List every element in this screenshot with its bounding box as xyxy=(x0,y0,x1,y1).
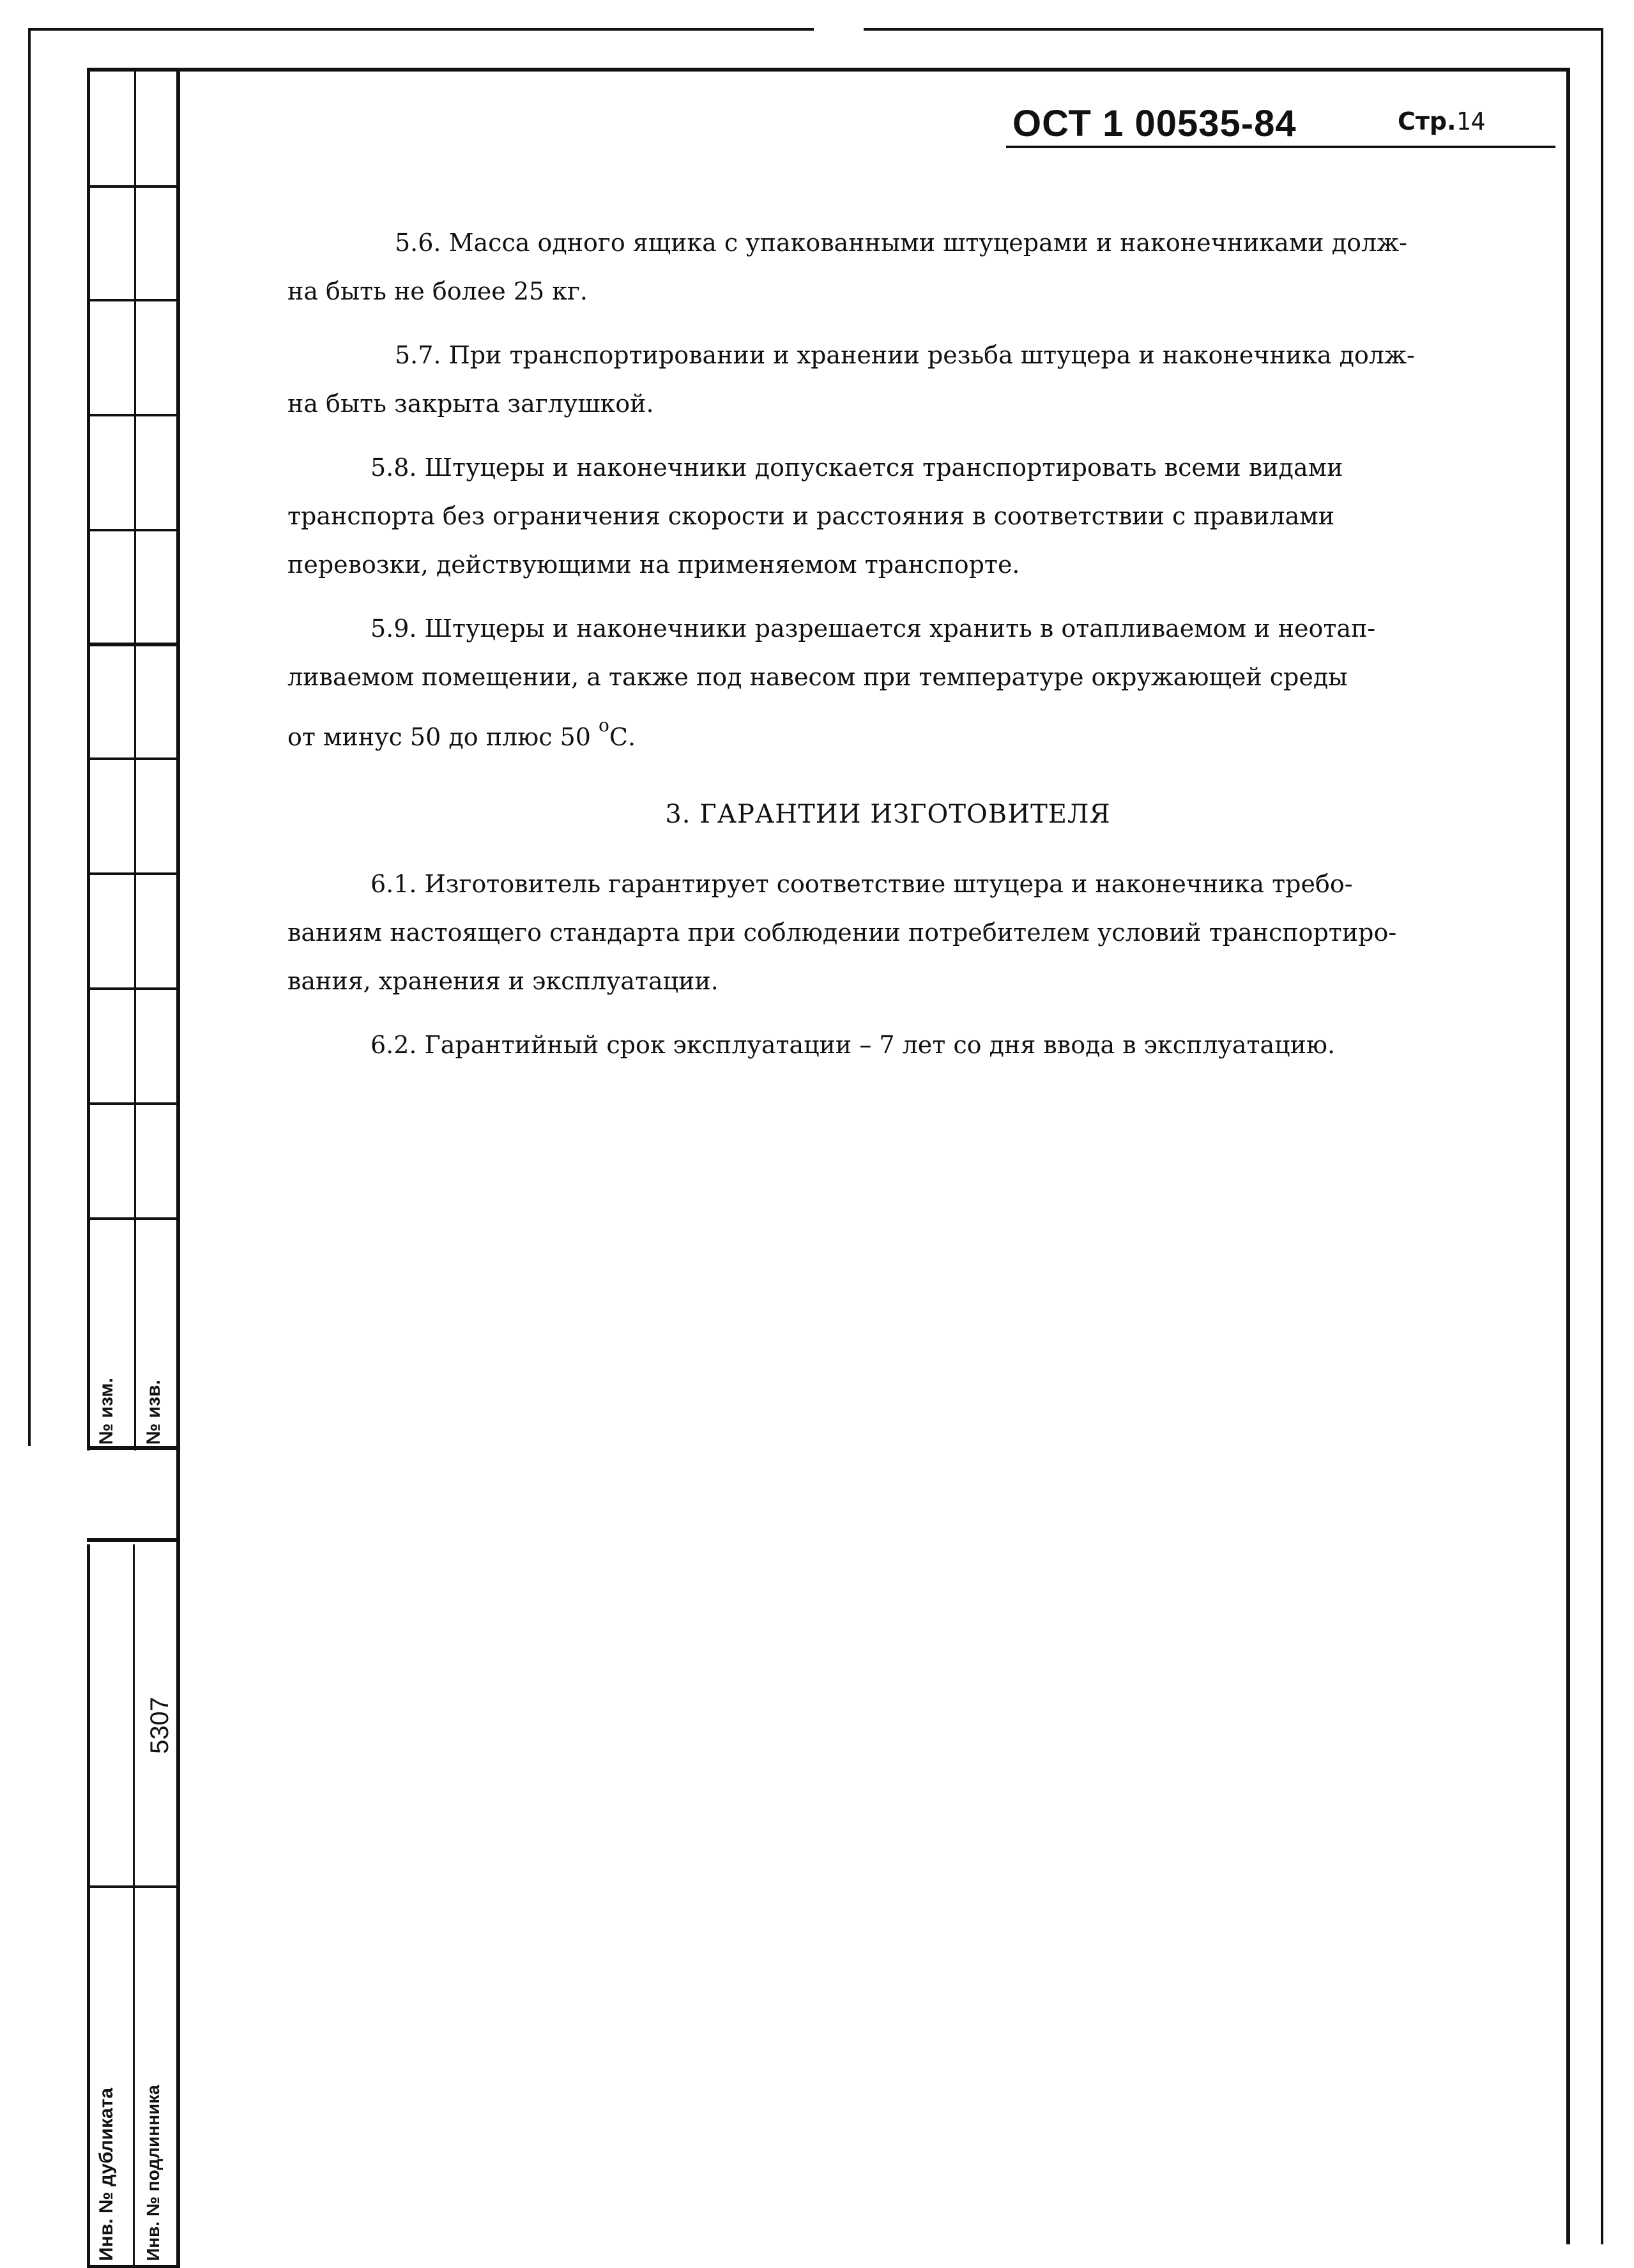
paragraph-5-6: 5.6. Масса одного ящика с упакованными штуцерами и наконечниками долж- на быть не более 25 кг. xyxy=(287,229,1407,305)
sidebar-original-label: Инв. № подлинника xyxy=(143,2085,163,2261)
document-code: ОСТ 1 00535-84 xyxy=(1012,103,1297,144)
sidebar-original-value: 5307 xyxy=(146,1697,174,1754)
content-top xyxy=(88,68,1570,72)
content-right xyxy=(1566,68,1570,2244)
sidebar-divider xyxy=(87,872,180,875)
sidebar-divider xyxy=(87,757,180,760)
sidebar-lower-middle xyxy=(133,1544,135,2266)
paragraph-5-7: 5.7. При транспортировании и хранении резьба штуцера и наконечника долж- на быть закрыта заглушкой. xyxy=(287,341,1415,418)
sidebar-divider xyxy=(87,987,180,990)
sidebar-divider xyxy=(87,643,180,646)
paragraph-5-8: 5.8. Штуцеры и наконечники допускается транспортировать всеми видами транспорта без ограничения скорости и расстояния в соответствии с правилами перевозки, действующими на применяемом транспорте. xyxy=(287,453,1343,579)
sidebar-divider xyxy=(87,185,180,188)
sidebar-divider xyxy=(87,414,180,416)
sidebar-divider xyxy=(87,1538,180,1542)
sidebar-divider xyxy=(87,299,180,301)
section-heading: 3. ГАРАНТИИ ИЗГОТОВИТЕЛЯ xyxy=(665,800,1111,829)
sidebar-duplicate-label: Инв. № дубликата xyxy=(96,2087,117,2261)
sidebar-lower-outer xyxy=(87,1544,90,2266)
sidebar-divider xyxy=(87,1446,180,1450)
page-label: Стр.14 xyxy=(1398,107,1486,135)
sidebar-divider xyxy=(87,1217,180,1220)
paragraph-6-1: 6.1. Изготовитель гарантирует соответствие штуцера и наконечника требо- ваниям настоящего стандарта при соблюдении потребителем условий транспортиро- вания, хранения и эксплуатации. xyxy=(287,870,1397,995)
frame-top-left xyxy=(28,28,814,31)
paragraph-6-2: 6.2. Гарантийный срок эксплуатации – 7 лет со дня ввода в эксплуатацию. xyxy=(370,1031,1336,1059)
header-underline xyxy=(1006,146,1555,148)
page-number: 14 xyxy=(1456,107,1486,135)
frame-top-right xyxy=(864,28,1603,31)
paragraph-5-9: 5.9. Штуцеры и наконечники разрешается хранить в отапливаемом и неотап- ливаемом помещении, а также под навесом при температуре окружающей среды от минус 50 до плюс 50 $^о$С. xyxy=(287,614,1376,751)
frame-right xyxy=(1601,28,1603,2244)
sidebar-divider xyxy=(87,529,180,531)
sidebar-izm-label: № изм. xyxy=(96,1378,117,1445)
sidebar-izv-label: № изв. xyxy=(143,1380,164,1445)
sidebar-bottom xyxy=(87,2265,180,2268)
frame-left xyxy=(28,28,31,1446)
content-left xyxy=(176,68,180,2266)
sidebar-divider xyxy=(87,1102,180,1105)
sidebar-divider xyxy=(87,1885,180,1888)
